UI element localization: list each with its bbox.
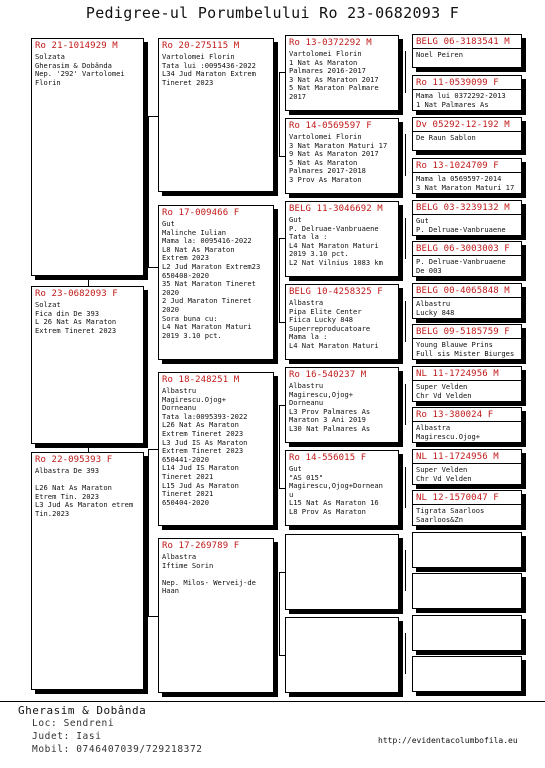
pedigree-box-gen4[interactable] xyxy=(412,490,522,526)
ring-number: Ro 17-269789 F xyxy=(162,541,240,551)
connector-line xyxy=(405,134,406,176)
pedigree-box-gen4[interactable] xyxy=(412,366,522,402)
page-title: Pedigree-ul Porumbelului Ro 23-0682093 F xyxy=(85,4,460,22)
ring-number: NL 12-1570047 F xyxy=(416,493,499,503)
pigeon-notes: Vartolomei Florin 1 Nat As Maraton Palmares 2016-2017 3 Nat As Maraton 2017 5 Nat Maraton Palmare 2017 xyxy=(289,49,379,101)
pigeon-notes: P. Delruae-Vanbruaene De 003 xyxy=(416,257,506,275)
ring-number: Ro 14-556015 F xyxy=(289,453,367,463)
pigeon-notes: Gut "AS 015" Magirescu,Ojog+Dornean u L15 Nat As Maraton 16 L8 Prov As Maraton xyxy=(289,464,383,516)
pedigree-box-gen2[interactable] xyxy=(158,372,274,526)
ring-number: Ro 13-0372292 M xyxy=(289,38,372,48)
pigeon-notes: Solzata Gherasim & Dobânda Nep. '292' Vartolomei Florin xyxy=(35,52,125,87)
pedigree-box-gen4-empty[interactable] xyxy=(412,615,522,651)
pedigree-box-subject[interactable] xyxy=(31,286,144,444)
pigeon-notes: Albastru Magirescu.Ojog+ Dorneanu Tata la:0095393-2022 L26 Nat As Maraton Extrem Tineret 2023 L3 Jud IS As Maraton Extrem Tineret 2023 650441-2020 L14 Jud IS Maraton Tineret 2021 L15 Jud As Maraton Tineret 2021 650404-2020 xyxy=(162,386,248,507)
pigeon-notes: Albastra Magirescu.Ojog+ xyxy=(416,423,481,441)
pedigree-box-gen4[interactable] xyxy=(412,34,522,68)
connector-line xyxy=(279,572,285,573)
pedigree-box-gen3[interactable] xyxy=(285,367,399,443)
ring-number: Dv 05292-12-192 M xyxy=(416,120,510,130)
pedigree-box-gen4[interactable] xyxy=(412,200,522,236)
connector-line xyxy=(148,116,149,267)
pedigree-box-sire[interactable] xyxy=(31,38,144,276)
ring-number: Ro 17-009466 F xyxy=(162,208,240,218)
ring-number: BELG 09-5185759 F xyxy=(416,327,510,337)
connector-line xyxy=(405,384,406,425)
pedigree-box-gen3[interactable] xyxy=(285,35,399,111)
pigeon-notes: Albastru Lucky 848 xyxy=(416,299,455,317)
pigeon-notes: Mama la 0569597-2014 3 Nat Maraton Maturi 17 xyxy=(416,174,515,192)
connector-line xyxy=(88,276,89,286)
connector-line xyxy=(405,218,406,259)
pigeon-notes xyxy=(413,618,521,620)
ring-number: Ro 13-1024709 F xyxy=(416,161,499,171)
pigeon-notes: Vartolomei Florin Tata lui :0095436-2022 L34 Jud Maraton Extrem Tineret 2023 xyxy=(162,52,256,87)
ring-number: Ro 14-0569597 F xyxy=(289,121,372,131)
connector-line xyxy=(148,449,158,450)
pigeon-notes xyxy=(286,537,398,539)
ring-number: Ro 21-1014929 M xyxy=(35,41,118,51)
ring-number: NL 11-1724956 M xyxy=(416,452,499,462)
connector-line xyxy=(279,405,285,406)
breeder-county: Judet: Iasi xyxy=(32,731,102,742)
pedigree-box-gen3[interactable] xyxy=(285,284,399,360)
pedigree-box-gen2[interactable] xyxy=(158,205,274,360)
connector-line xyxy=(405,51,406,93)
pedigree-box-gen4-empty[interactable] xyxy=(412,573,522,609)
connector-line xyxy=(279,572,280,655)
connector-line xyxy=(279,238,280,322)
connector-line xyxy=(279,238,285,239)
pedigree-box-gen3[interactable] xyxy=(285,201,399,277)
connector-line xyxy=(279,488,285,489)
pigeon-notes: Albastra Pipa Elite Center Fiica Lucky 848 Superreproducatoare Mama la : L4 Nat Maraton Maturi xyxy=(289,298,379,350)
ring-number: BELG 10-4258325 F xyxy=(289,287,383,297)
connector-line xyxy=(148,449,149,616)
ring-number: BELG 03-3239132 M xyxy=(416,203,510,213)
connector-line xyxy=(148,267,158,268)
pedigree-box-gen3-empty[interactable] xyxy=(285,617,399,693)
pigeon-notes xyxy=(413,659,521,661)
ring-number: Ro 16-540237 M xyxy=(289,370,367,380)
pedigree-box-gen4[interactable] xyxy=(412,283,522,319)
ring-number: Ro 18-248251 M xyxy=(162,375,240,385)
pigeon-notes: Solzat Fica din De 393 L 26 Nat As Maraton Extrem Tineret 2023 xyxy=(35,300,117,335)
pedigree-box-gen4[interactable] xyxy=(412,75,522,111)
ring-number: BELG 06-3003003 F xyxy=(416,244,510,254)
ring-number: BELG 06-3183541 M xyxy=(416,37,510,47)
pigeon-notes xyxy=(413,535,521,537)
ring-number: BELG 11-3046692 M xyxy=(289,204,383,214)
breeder-name: Gherasim & Dobânda xyxy=(18,704,147,717)
connector-line xyxy=(279,655,285,656)
pigeon-notes: Vartolomei Florin 3 Nat Maraton Maturi 17 9 Nat As Maraton 2017 5 Nat As Maraton Palmares 2017-2018 3 Prov As Maraton xyxy=(289,132,388,184)
pigeon-notes: Young Blauwe Prins Full sis Mister Biurges xyxy=(416,340,515,358)
pedigree-box-gen3-empty[interactable] xyxy=(285,534,399,610)
connector-line xyxy=(148,116,158,117)
pigeon-notes: Mama lui 0372292-2013 1 Nat Palmares As xyxy=(416,91,506,109)
pedigree-box-gen3[interactable] xyxy=(285,450,399,526)
connector-line xyxy=(279,322,285,323)
connector-line xyxy=(279,156,285,157)
pedigree-box-gen4-empty[interactable] xyxy=(412,532,522,568)
pigeon-notes: Tigrata Saarloos Saarloos&Zn xyxy=(416,506,485,524)
pigeon-notes: Super Velden Chr Vd Velden xyxy=(416,465,472,483)
connector-line xyxy=(148,616,158,617)
pedigree-box-gen4-empty[interactable] xyxy=(412,656,522,692)
pigeon-notes xyxy=(413,576,521,578)
breeder-phone: Mobil: 0746407039/729218372 xyxy=(32,744,203,755)
pedigree-box-gen4[interactable] xyxy=(412,241,522,277)
pigeon-notes: Albastra Iftime Sorin Nep. Milos- Werveij-de Haan xyxy=(162,552,256,596)
ring-number: Ro 23-0682093 F xyxy=(35,289,118,299)
pigeon-notes: Noel Peiren xyxy=(416,50,463,59)
pedigree-box-gen4[interactable] xyxy=(412,449,522,485)
pedigree-box-gen4[interactable] xyxy=(412,117,522,151)
ring-number: Ro 22-095393 F xyxy=(35,455,113,465)
pedigree-box-gen4[interactable] xyxy=(412,407,522,443)
ring-number: BELG 00-4065848 M xyxy=(416,286,510,296)
pigeon-notes: Super Velden Chr Vd Velden xyxy=(416,382,472,400)
pigeon-notes: Gut Malinche Iulian Mama la: 0095416-2022 L8 Nat As Maraton Extrem 2023 L2 Jud Maraton Extrem23 650408-2020 35 Nat Maraton Tineret 2020 2 Jud Maraton Tineret 2020 Sora buna cu: L4 Nat Maraton Maturi 2019 3.10 pct. xyxy=(162,219,261,340)
connector-line xyxy=(279,72,285,73)
connector-line xyxy=(279,72,280,156)
pigeon-notes: Gut P. Delruae-Vanbruaene Tata la : L4 Nat Maraton Maturi 2019 3.10 pct. L2 Nat Vilnius 1083 km xyxy=(289,215,383,267)
breeder-locality: Loc: Sendreni xyxy=(32,718,115,729)
pedigree-box-dam[interactable] xyxy=(31,452,144,690)
ring-number: Ro 13-380024 F xyxy=(416,410,494,420)
pedigree-box-gen3[interactable] xyxy=(285,118,399,194)
pedigree-box-gen2[interactable] xyxy=(158,538,274,693)
ring-number: Ro 11-0539099 F xyxy=(416,78,499,88)
pigeon-notes: Albastru Magirescu,Ojog+ Dorneanu L3 Prov Palmares As Maraton 3 Ani 2019 L30 Nat Palmares As xyxy=(289,381,371,433)
ring-number: Ro 20-275115 M xyxy=(162,41,240,51)
connector-line xyxy=(405,467,406,508)
pedigree-box-gen2[interactable] xyxy=(158,38,274,192)
pedigree-box-gen4[interactable] xyxy=(412,324,522,360)
ring-number: NL 11-1724956 M xyxy=(416,369,499,379)
connector-line xyxy=(405,550,406,591)
pigeon-notes xyxy=(286,620,398,622)
connector-line xyxy=(88,444,89,452)
connector-line xyxy=(405,301,406,342)
pigeon-notes: Gut P. Delruae-Vanbruaene xyxy=(416,216,506,234)
connector-line xyxy=(279,405,280,488)
pigeon-notes: Albastra De 393 L26 Nat As Maraton Etrem Tin. 2023 L3 Jud As Maraton etrem Tin.2023 xyxy=(35,466,134,518)
connector-line xyxy=(405,633,406,674)
pedigree-box-gen4[interactable] xyxy=(412,158,522,194)
pigeon-notes: De Raun Sablon xyxy=(416,133,476,142)
footer-divider xyxy=(0,701,545,702)
website-link[interactable]: http://evidentacolumbofila.eu xyxy=(378,736,518,745)
